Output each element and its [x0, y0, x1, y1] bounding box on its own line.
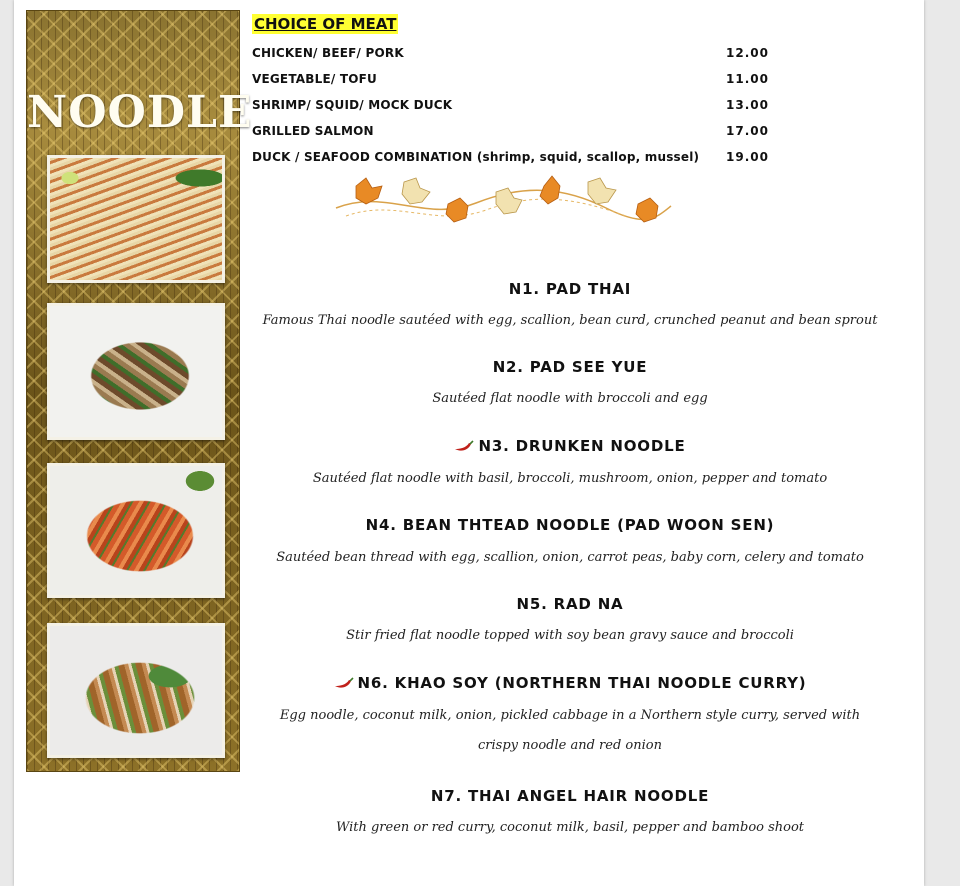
item-desc-n7: With green or red curry, coconut milk, basil, pepper and bamboo shoot	[335, 820, 805, 835]
rad-na-photo	[47, 623, 225, 758]
meat-name: SHRIMP/ SQUID/ MOCK DUCK	[252, 98, 453, 112]
meat-heading: CHOICE OF MEAT	[254, 15, 397, 33]
menu-page	[14, 0, 924, 886]
pad-thai-photo	[47, 155, 225, 283]
item-title-text: N6. KHAO SOY (NORTHERN THAI NOODLE CURRY)	[357, 674, 807, 692]
item-title-n6	[252, 674, 888, 692]
meat-name: CHICKEN/ BEEF/ PORK	[252, 46, 404, 60]
meat-price: 13.00	[726, 98, 769, 112]
item-title-n1: N1. PAD THAI	[508, 280, 632, 298]
drunken-noodle-photo	[47, 463, 225, 598]
autumn-leaves-divider	[326, 168, 676, 230]
meat-price-list	[252, 46, 772, 176]
item-desc-n3: Sautéed flat noodle with basil, broccoli, mushroom, onion, pepper and tomato	[312, 471, 828, 486]
sidebar-panel	[26, 10, 253, 772]
item-title-text: N3. DRUNKEN NOODLE	[478, 437, 686, 455]
meat-price: 11.00	[726, 72, 769, 86]
item-desc-n6: Egg noodle, coconut milk, onion, pickled cabbage in a Northern style curry, served with crispy noodle and red onion	[279, 708, 861, 753]
meat-row	[252, 98, 772, 124]
meat-row	[252, 124, 772, 150]
item-title-n7: N7. THAI ANGEL HAIR NOODLE	[430, 787, 710, 805]
meat-price: 12.00	[726, 46, 769, 60]
item-desc-n1: Famous Thai noodle sautéed with egg, scallion, bean curd, crunched peanut and bean sprout	[262, 313, 878, 328]
meat-price: 17.00	[726, 124, 769, 138]
meat-name: GRILLED SALMON	[252, 124, 374, 138]
meat-name: VEGETABLE/ TOFU	[252, 72, 377, 86]
item-title-n5: N5. RAD NA	[516, 595, 624, 613]
item-desc-n5: Stir fried flat noodle topped with soy bean gravy sauce and broccoli	[346, 628, 794, 643]
meat-row	[252, 46, 772, 72]
meat-name: DUCK / SEAFOOD COMBINATION (shrimp, squid, scallop, mussel)	[252, 150, 700, 164]
meat-price: 19.00	[726, 150, 769, 164]
item-desc-n4: Sautéed bean thread with egg, scallion, onion, carrot peas, baby corn, celery and tomato	[276, 550, 864, 565]
item-desc-n2: Sautéed flat noodle with broccoli and egg	[432, 391, 708, 406]
item-title-n3	[252, 437, 888, 455]
chili-pepper-icon	[334, 677, 354, 689]
pad-see-yue-photo	[47, 303, 225, 440]
meat-row	[252, 72, 772, 98]
item-title-n4: N4. BEAN THTEAD NOODLE (PAD WOON SEN)	[365, 516, 775, 534]
chili-pepper-icon	[454, 440, 474, 452]
section-title: NOODLE	[27, 87, 253, 138]
item-title-n2: N2. PAD SEE YUE	[492, 358, 648, 376]
